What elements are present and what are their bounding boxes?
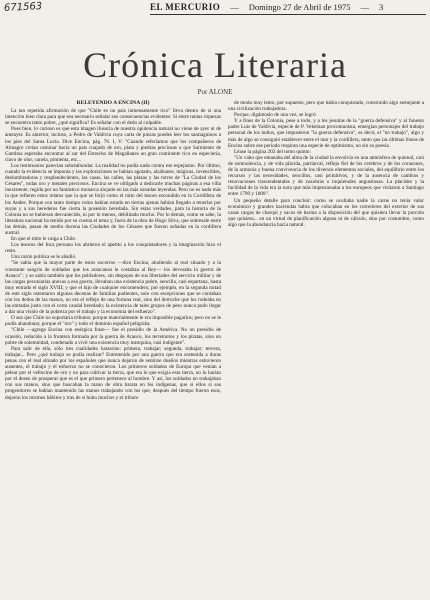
article-heading: RELEYENDO A ENCINA (II)	[76, 100, 150, 106]
masthead-separator: —	[360, 2, 370, 12]
paragraph: Los testimonios parecían sobreabundar. La realidad no podía nada contra ese espejismo. Por último, cuando la evidencia se imponía y las exploraciones se habían agotado, alzábanse, mágicas, invencibles, deslumbradoras y resplandecientes, las casas, las calles, las plazas y las torres de "La Ciudad de los Césares", todas oro y metales preciosos. Encina se ve obligado a dedicarle muchas páginas a esa villa inexistente, regida por un fantástico monarca alojado en las más sonadas leyendas. Pero no es nada más la que refieren estos relatos que la que se forjó como el mito del tesoro escondido en la Cordillera de los Andes. Porque con tanto tiempo como habían estado en tierras ajenas habían llegado a tenerlas por suyas y a sus herederos fue cierta la posesión heredada. Sin estas verdades, para la historia de la Colonia no se hubieran desvanecido, ni por lo menos, debilitado mucho. Por lo demás, como se sabe, la literatura nacional ha tenido por su cuenta el tema y, fuera de la obra de Hugo Silva, que sobresale entre las demás, pasan de medio docena las Ciudades de los Césares que fueron soñadas en la cordillera austral.	[5, 162, 221, 236]
paragraph: La tan repetida afirmación de que "Chile es un país inmensamente rico" lleva dentro de sí una intención bien clara para que sea necesario señalar sus consecuencias evidentes: Si entre tantas riquezas se encuentra tanto pobre, ¿qué significa? Es señalar con el dedo al culpable.	[5, 108, 221, 127]
paragraph: Un pequeño detalle para concluir: como se ocultaba nadie la carne no tenía valor económico y grandes haciendas había que colocaban en los corredores del exterior de sus casas cargas de charqui y sacos de harina a la disposición del que quisiera llevar la porción que quisiera... en un virtud de planificación alguna ni de cálculo, sino por costumbre, como algo que la abundancia hacía natural.	[228, 197, 424, 228]
paragraph: Léase la página 202 del tomo quinto:	[234, 148, 311, 155]
handwritten-note: 671563	[3, 1, 43, 14]
paragraph: Para salir de ella, sólo tres cualidades bastarían: primera, trabajar; segunda, trabajar; tercera, trabajar... Pero ¿qué trabajo se podía realizar? Entretenido por una guerra que era sostenida a duras penas con el real situado por los españoles que nunca dejaron de sentirse dueños mientras estuvieron ausentes, el trabajo y el esfuerzo no se conocieron. Los primeros soldados de Europa que venían a pelear por el vellocino de oro y no para cultivar la tierra, que era lo que exigía esta tierra, no lo harían por el deseo de prosperar que es el que primero pertenece al hombre. Y así, los soldados no trabajaban con sus manos, sino que buscaban la mano de obra barata en los indígenas, que si ellos sí sus progenitores se habían mantenido las manos trabajando con los que, después del tiempo fueron esos, dejaron los mismos hábitos y tras de sí hubo muchos y el tributo	[5, 345, 221, 401]
section-title: Crónica Literaria	[83, 45, 347, 85]
paragraph: Una razón política se le añadió.	[11, 254, 77, 261]
paragraph: "Chile —agrega Encina con enérgica frase— fue el presidio de la América. No un presidio de ocasión, reducido a la frontera formada por la guerra de Arauco, los terremotos y los piratas, sino un pobre de solemnidad, condenado a vivir una existencia muy mezquina, casi indigente".	[5, 327, 221, 346]
paragraph: En que el mito le caiga a Chile.	[11, 236, 77, 243]
masthead	[150, 2, 426, 12]
paragraph: O sea que Chile no soportaría tributos: porque materialmente le era imposible pagarlos; pero no se le podía abandonar, porque el "oro" y todo el dominio español peligraba.	[5, 315, 221, 328]
publication-date: Domingo 27 de Abril de 1975	[248, 2, 351, 12]
paragraph: Y a fines de la Colonia, pese a todo, y a los jesuitas de la "guerra defensiva" y al funesto padre Luis de Valdivia, especie de P. Vekeman procomunista, emergían personajes del trabajo personal de los indios, que impusieron "la guerra defensiva", es decir, el "no trabajo", algo y más de algo se consiguió establecer entre el mar y la cordillera, tanto que las últimas líneas de Encina sobre ese período respiran una especie de optimismo, no sin su poesía.	[228, 118, 424, 149]
paragraph: Pues bien, lo curioso es que esta imagen ilusoria de nuestra opulencia natural no viene de ayer ni de anteayer. Es anterior, incluso, a Pedro de Valdivia cuya carta de piezas puedes leer los santiaguinos a los pies del Santa Lucía. Dice Encina, pág. 76. I, V: "Cuando referíamos que los compañeros de Almagro creían caminar hacia un país cuajado de oro, plata y piedras preciosas o que Sarmiento de Gamboa esperaba encontrar al sur del Estrecho de Magallanes un gran continente rico en especiería, clavo de olor, canela, pimienta, etc...	[5, 126, 221, 163]
paragraph: Los tesoros del Inca peruano los abrieron el apetito a los conquistadores y la imaginación hizo el resto.	[5, 242, 221, 255]
masthead-separator: —	[230, 2, 239, 12]
byline: Por ALONE	[197, 88, 233, 96]
left-column	[5, 100, 221, 595]
paragraph: "Se sabía que la mayor parte de estos socorros —dice Encina, aludiendo al real situado y a la constante sangría de soldados que los araucanos le costaban al Rey— los devoraba la guerra de Arauco"; y se sabía también que los pobladores, sin despojos de sus libertades del servicio militar y de las cargas pecuniarias anexas a esa guerra, llevaban una existencia pobre, sencilla, casi espartana, hasta muy entrado el siglo XVIII; y que el hijo de cualquier encomendero, por ejemplo, en la segunda mitad de este siglo ostentaron algunas decenas de familias pudientes, solo con escepciones que se contaban con los dedos de las manos, no era el reflejo de una fortuna real, sino del derroche que los rodeaba en las entradas justo con el corto caudal heredado; la existencia de tales grupos de peso nunca pudo llegar a dar una visión de la pobreza por el trabajo y la economía del esfuerzo".	[5, 260, 221, 316]
newspaper-name: EL MERCURIO	[150, 2, 221, 12]
paragraph: "Un vaho que emanaba del alma de la ciudad la envolvía en una atmósfera de quietud, casi de somnolencia, y de vida plácida, patriarcal, reflejo fiel de los cerebros y de los corazones, de la armonía y buena convivencia de los diversos elementos sociales, del equilibrio entre los recursos y las necesidades, sencillos, casi primitivos, y de la ausencia de cambios y renovaciones trascendentales y de zozobras o inquietudes angustiosas. La placidez y la facilidad de la vida era la nota que más impresionaba a los europeos que visitaron a Santiago entre 1790 y 1808".	[228, 154, 424, 198]
page-number: 3	[379, 2, 384, 12]
right-column	[228, 100, 424, 270]
masthead-rule	[150, 14, 426, 15]
paragraph: de modo muy lento, por supuesto, pero que había conquistado, construido algo semejante a una civilización trabajadora.	[228, 100, 424, 113]
paragraph: Porque, digámoslo de una vez, se logró.	[234, 112, 317, 119]
